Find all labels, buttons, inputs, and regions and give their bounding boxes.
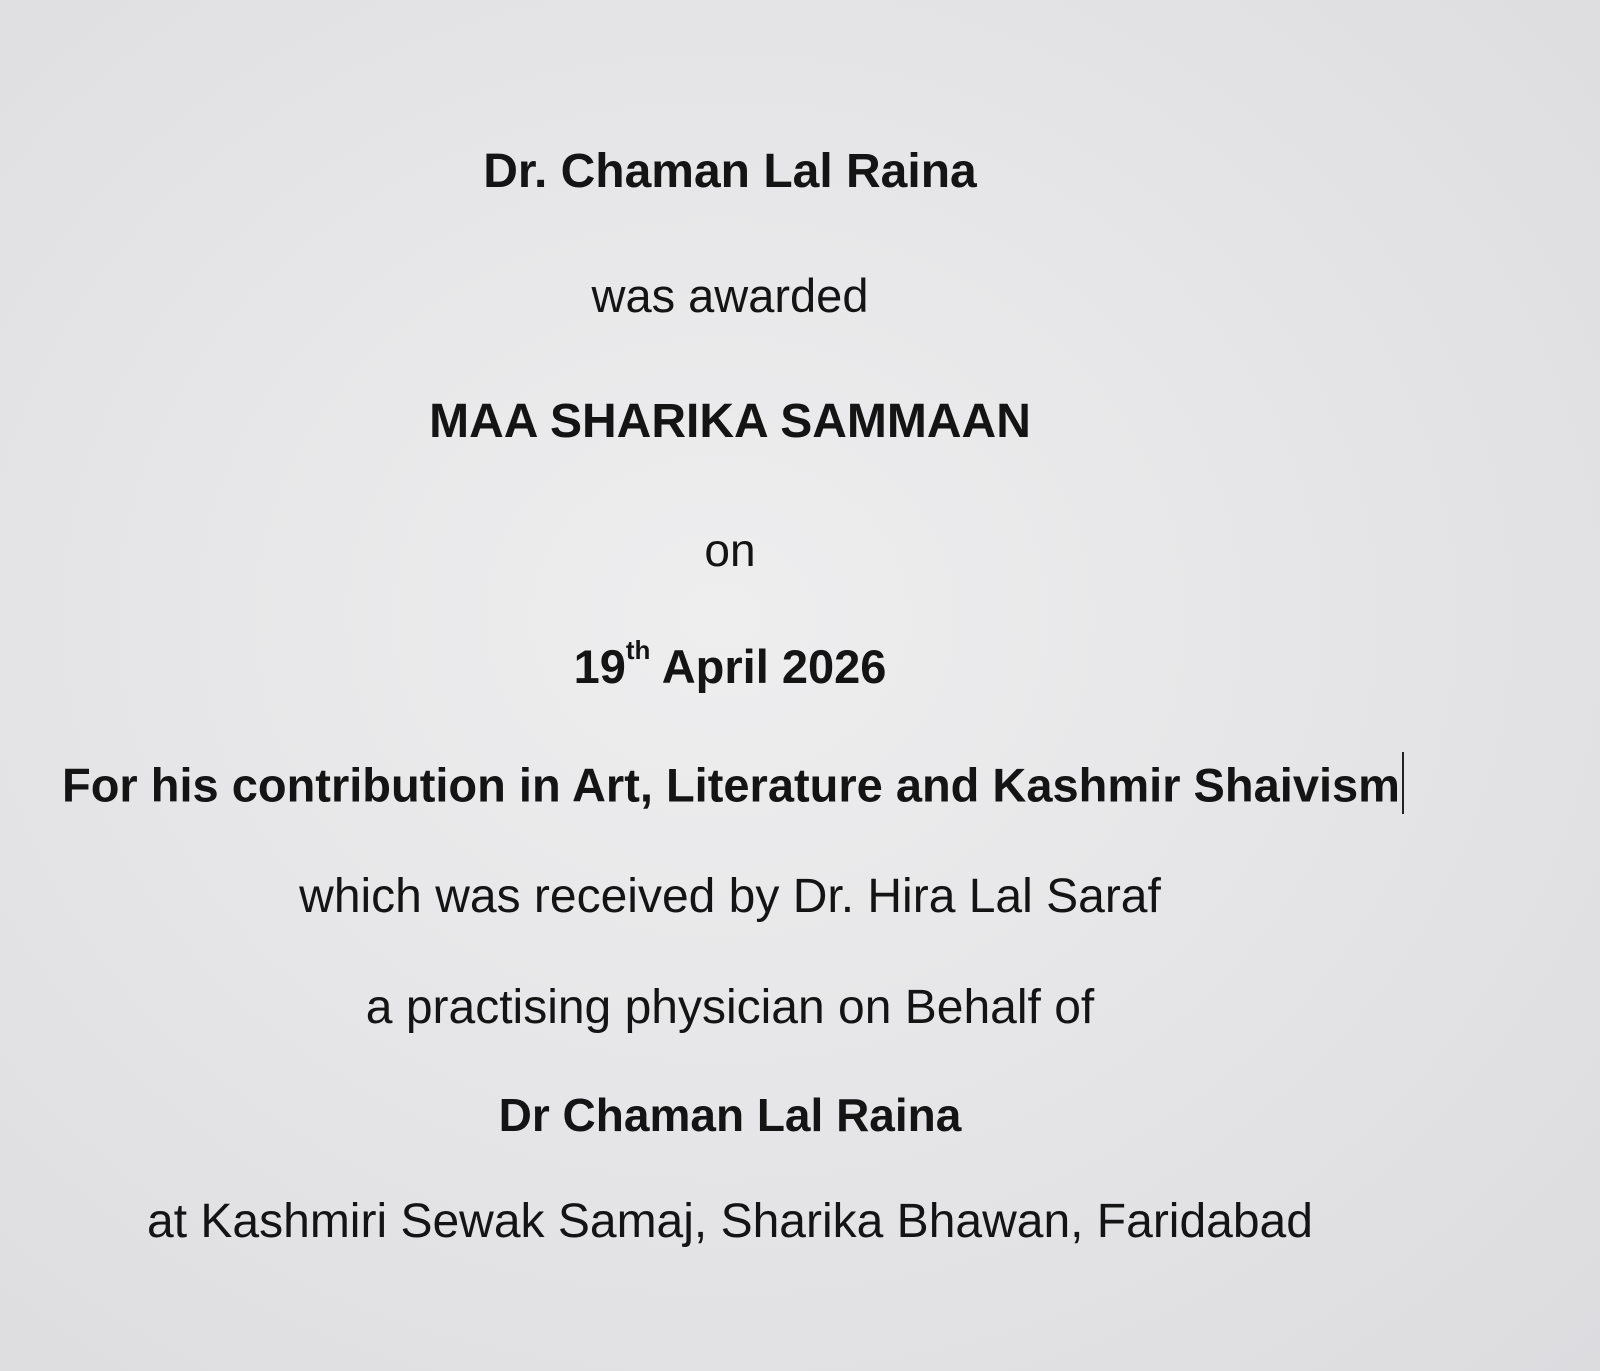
contribution-line[interactable] xyxy=(62,758,1404,820)
physician-line: a practising physician on Behalf of xyxy=(365,981,1095,1034)
contribution-text: For his contribution in Art, Literature and Kashmir Shaivism xyxy=(62,758,1400,812)
received-line: which was received by Dr. Hira Lal Saraf xyxy=(299,870,1161,923)
text-cursor xyxy=(1402,752,1404,814)
awarded-line: was awarded xyxy=(591,269,869,322)
date-suffix: th xyxy=(625,635,651,665)
recipient-line: Dr Chaman Lal Raina xyxy=(498,1089,962,1141)
date-day: 19 xyxy=(573,640,626,693)
venue-line: at Kashmiri Sewak Samaj, Sharika Bhawan, Faridabad xyxy=(147,1195,1313,1248)
award-title: MAA SHARIKA SAMMAAN xyxy=(429,395,1031,448)
date-line xyxy=(0,635,1460,693)
on-line: on xyxy=(704,524,756,576)
name-line: Dr. Chaman Lal Raina xyxy=(483,145,977,198)
date-rest: April 2026 xyxy=(650,640,887,693)
